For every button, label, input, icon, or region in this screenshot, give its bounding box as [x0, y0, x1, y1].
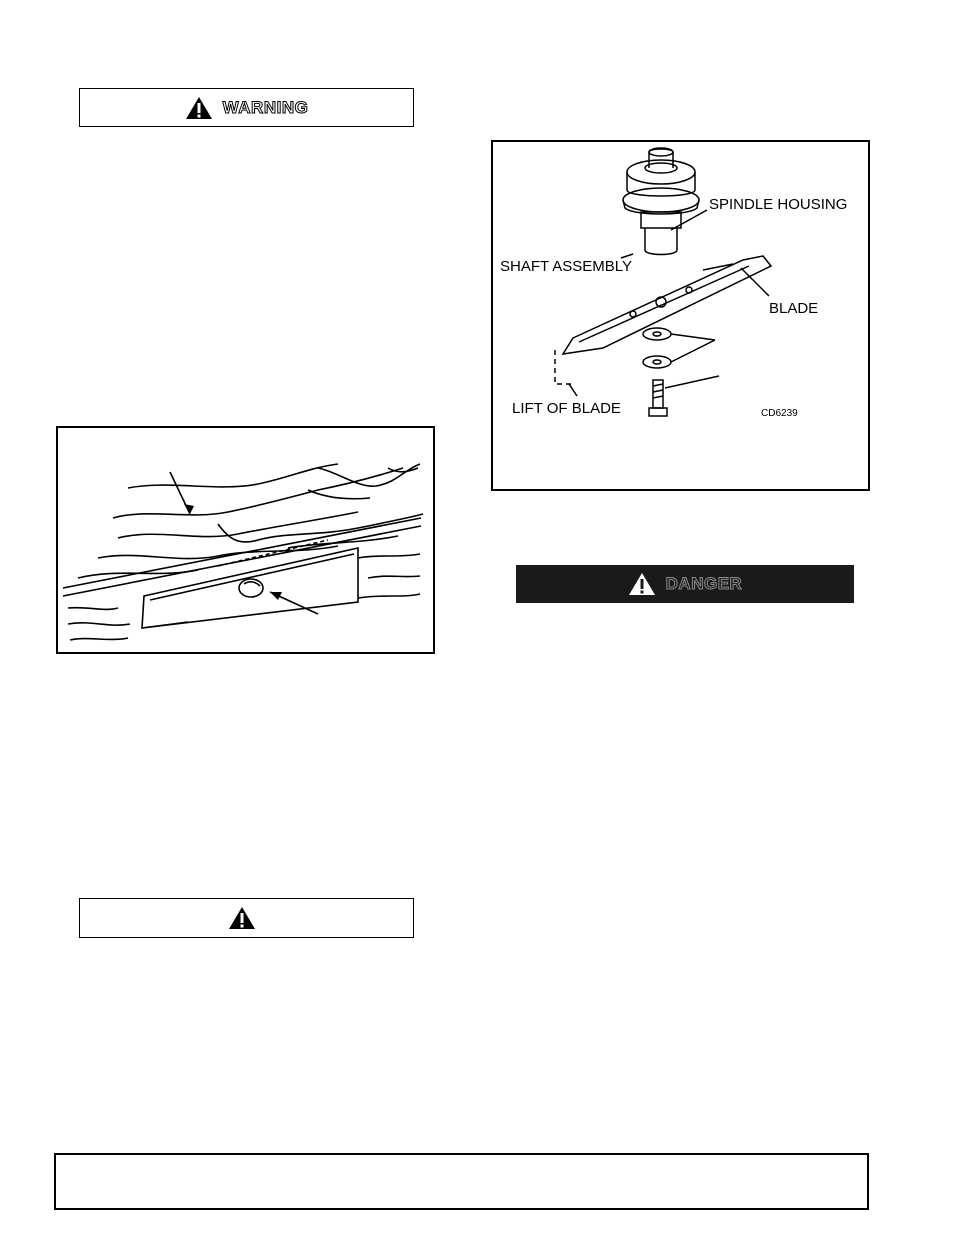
label-spindle-housing: SPINDLE HOUSING — [709, 196, 848, 213]
label-shaft-assembly: SHAFT ASSEMBLY — [500, 258, 632, 275]
warning-triangle-icon — [185, 96, 213, 120]
blade-block-illustration — [58, 428, 433, 652]
spindle-blade-figure — [491, 140, 870, 491]
warning-banner — [79, 88, 414, 127]
danger-banner — [516, 565, 854, 603]
caution-banner — [79, 898, 414, 938]
blade-block-figure — [56, 426, 435, 654]
warning-word: WARNING — [222, 97, 309, 117]
warning-triangle-icon — [228, 906, 256, 930]
label-lift-of-blade: LIFT OF BLADE — [512, 400, 621, 417]
figure-code: CD6239 — [761, 408, 798, 419]
label-blade: BLADE — [769, 300, 819, 317]
danger-word: DANGER — [665, 574, 743, 593]
footer-box — [54, 1153, 869, 1210]
warning-triangle-icon — [628, 572, 656, 596]
